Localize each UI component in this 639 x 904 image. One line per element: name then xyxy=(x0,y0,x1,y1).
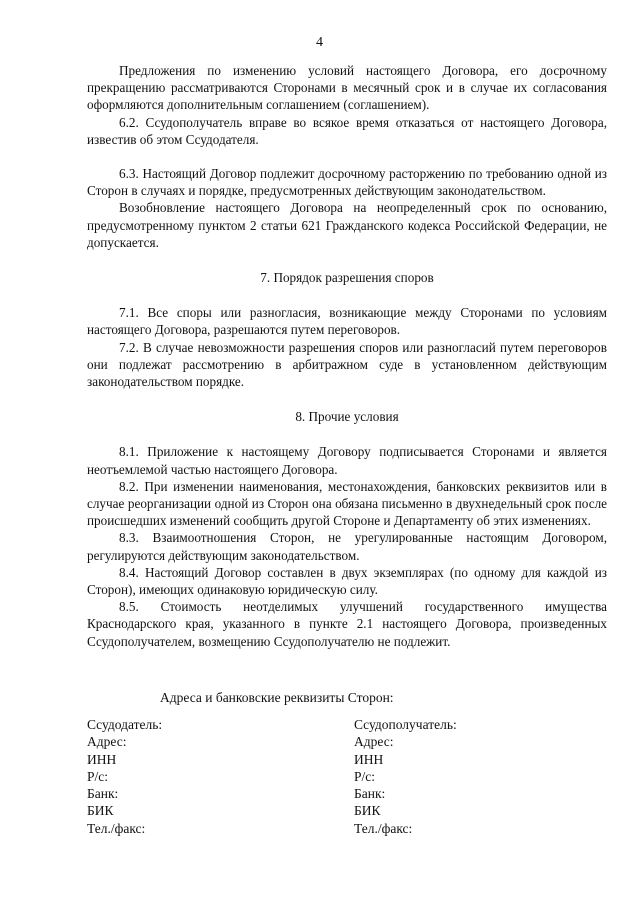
borrower-address: Адрес: xyxy=(354,734,394,750)
borrower-requisites xyxy=(354,716,457,837)
borrower-bank: Банк: xyxy=(354,786,386,802)
lender-inn: ИНН xyxy=(87,751,117,767)
clause-8-3: 8.3. Взаимоотношения Сторон, не урегулированные настоящим Договором, регулируются действующим законодательством. xyxy=(87,530,607,563)
section6-paragraph-proposals: Предложения по изменению условий настоящего Договора, его досрочному прекращению рассматриваются Сторонами в месячный срок и в случае их согласования оформляются дополнительным соглашением (соглашением). xyxy=(87,63,607,113)
clause-7-1: 7.1. Все споры или разногласия, возникающие между Сторонами по условиям настоящего Договора, разрешаются путем переговоров. xyxy=(87,305,607,338)
borrower-phone-fax: Тел./факс: xyxy=(354,820,413,836)
clause-8-5: 8.5. Стоимость неотделимых улучшений государственного имущества Краснодарского края, указанного в пункте 2.1 настоящего Договора, произведенных Ссудополучателем, возмещению Ссудополучателю не подлежит. xyxy=(87,599,607,649)
clause-8-2: 8.2. При изменении наименования, местонахождения, банковских реквизитов или в случае реорганизации одной из Сторон она обязана письменно в двухнедельный срок после происшедших изменений сообщить другой Стороне и Департаменту об этих изменениях. xyxy=(87,478,607,529)
lender-account: Р/с: xyxy=(87,768,109,784)
lender-address: Адрес: xyxy=(87,734,127,750)
lender-bank: Банк: xyxy=(87,786,119,802)
clause-6-2: 6.2. Ссудополучатель вправе во всякое время отказаться от настоящего Договора, известив об этом Ссудодателя. xyxy=(87,114,607,147)
requisites-title: Адреса и банковские реквизиты Сторон: xyxy=(160,690,394,705)
document-body xyxy=(87,62,607,650)
page-number: 4 xyxy=(316,35,323,50)
lender-phone-fax: Тел./факс: xyxy=(87,820,146,836)
section6-paragraph-renewal: Возобновление настоящего Договора на неопределенный срок по основанию, предусмотренному пунктом 2 статьи 621 Гражданского кодекса Российской Федерации, не допускается. xyxy=(87,200,607,250)
lender-requisites xyxy=(87,716,162,837)
borrower-bik: БИК xyxy=(354,803,381,819)
borrower-inn: ИНН xyxy=(354,751,384,767)
borrower-account: Р/с: xyxy=(354,768,376,784)
clause-8-1: 8.1. Приложение к настоящему Договору подписывается Сторонами и является неотъемлемой частью настоящего Договора. xyxy=(87,444,607,477)
clause-7-2: 7.2. В случае невозможности разрешения споров или разногласий путем переговоров они подлежат рассмотрению в арбитражном суде в установленном действующим законодательством порядке. xyxy=(87,339,607,390)
section7-heading: 7. Порядок разрешения споров xyxy=(260,270,434,286)
borrower-label: Ссудополучатель: xyxy=(354,717,457,732)
section8-heading: 8. Прочие условия xyxy=(295,409,399,425)
lender-bik: БИК xyxy=(87,803,114,819)
clause-6-3: 6.3. Настоящий Договор подлежит досрочному расторжению по требованию одной из Сторон в случаях и порядке, предусмотренных действующим законодательством. xyxy=(87,166,607,199)
lender-label: Ссудодатель: xyxy=(87,717,163,732)
clause-8-4: 8.4. Настоящий Договор составлен в двух экземплярах (по одному для каждой из Сторон), имеющих одинаковую юридическую силу. xyxy=(87,564,607,598)
